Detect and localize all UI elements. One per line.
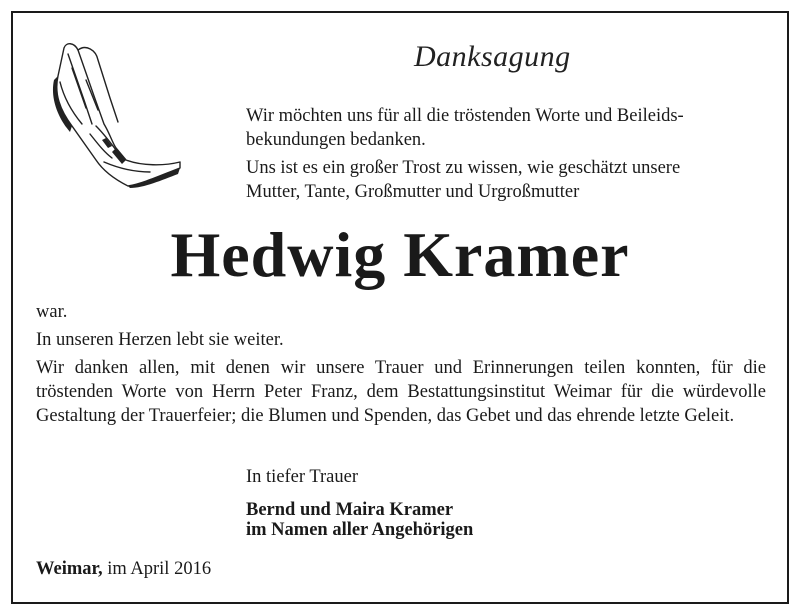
signature-relatives: im Namen aller Angehörigen: [246, 520, 474, 540]
date: im April 2016: [107, 559, 212, 579]
heading-danksagung: Danksagung: [414, 40, 571, 73]
intro-line: bekundungen bedanken.: [246, 130, 426, 150]
intro-line: Wir möchten uns für all die tröstenden Worte und Beileids-: [246, 106, 684, 126]
intro-paragraph-1: [246, 104, 770, 152]
herzen-text: In unseren Herzen lebt sie weiter.: [36, 330, 284, 350]
mourning-line: In tiefer Trauer: [246, 467, 358, 487]
signature-names: Bernd und Maira Kramer: [246, 500, 454, 520]
intro-line: Mutter, Tante, Großmutter und Urgroßmutter: [246, 182, 580, 202]
place: Weimar,: [36, 559, 103, 579]
war-text: war.: [36, 302, 68, 322]
thanks-paragraph: Wir danken allen, mit denen wir unsere Trauer und Erinnerungen teilen konnten, für die tröstenden Worte von Herrn Peter Franz, dem Bestattungsinstitut Weimar für die würdevolle Gestaltung der Trauerfeier; die Blumen und Spenden, das Gebet und das ehrende letzte Geleit.: [36, 358, 766, 426]
intro-line: Uns ist es ein großer Trost zu wissen, wie geschätzt unsere: [246, 158, 681, 178]
praying-hands-icon: [46, 38, 186, 188]
place-date: [36, 557, 211, 581]
intro-paragraph-2: [246, 156, 770, 204]
deceased-name: Hedwig Kramer: [170, 219, 630, 290]
